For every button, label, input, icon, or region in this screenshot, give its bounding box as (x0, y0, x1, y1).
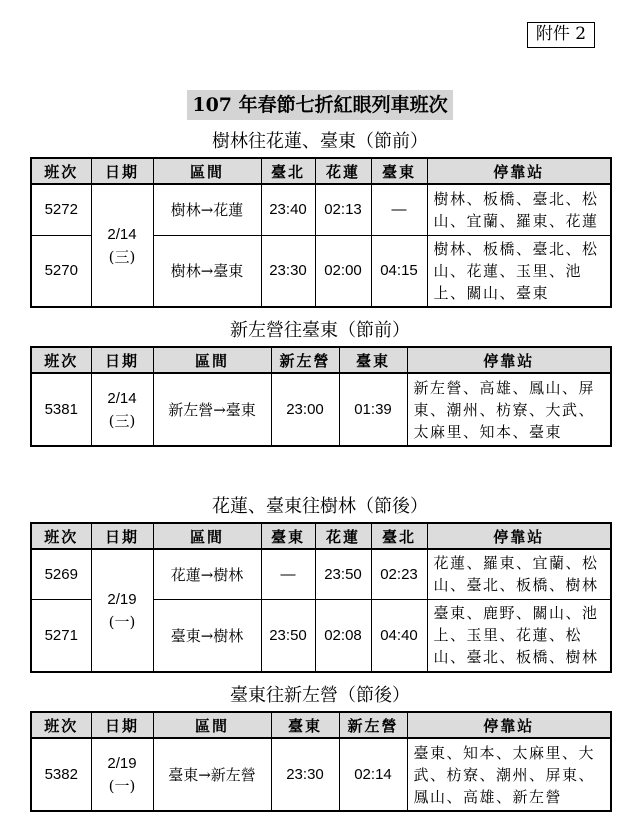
time-taipei: 23:40 (261, 184, 315, 235)
header-route: 區間 (153, 712, 271, 738)
document-title: 107 年春節七折紅眼列車班次 (187, 90, 453, 120)
route-cell: 樹林→花蓮 (153, 184, 261, 235)
section-title-east-to-shulin: 花蓮、臺東往樹林（節後） (212, 496, 428, 517)
date-value: 2/14 (107, 389, 137, 407)
route-cell: 臺東→新左營 (153, 738, 271, 811)
route-cell: 花蓮→樹林 (153, 549, 261, 599)
section-title-taitung-to-xinzuoying: 臺東往新左營（節後） (230, 685, 410, 706)
header-route: 區間 (153, 523, 261, 549)
header-hualien: 花蓮 (315, 158, 371, 184)
route-cell: 新左營→臺東 (153, 373, 271, 446)
weekday-value: (一) (108, 612, 136, 631)
date-cell (91, 373, 153, 446)
train-number: 5269 (31, 549, 91, 599)
stops-cell: 樹林、板橋、臺北、松山、宜蘭、羅東、花蓮 (427, 184, 611, 235)
header-train: 班次 (31, 523, 91, 549)
train-number: 5382 (31, 738, 91, 811)
timetable-east-to-shulin (30, 522, 612, 673)
header-stops: 停靠站 (407, 347, 611, 373)
time-hualien: 02:08 (315, 599, 371, 672)
time-xinzuoying: 02:14 (339, 738, 407, 811)
header-taitung: 臺東 (371, 158, 427, 184)
time-xinzuoying: 23:00 (271, 373, 339, 446)
header-date: 日期 (91, 347, 153, 373)
time-taipei: 04:40 (371, 599, 427, 672)
table-header-row (31, 712, 611, 738)
train-number: 5381 (31, 373, 91, 446)
stops-cell: 新左營、高雄、鳳山、屏東、潮州、枋寮、大武、太麻里、知本、臺東 (407, 373, 611, 446)
train-number: 5271 (31, 599, 91, 672)
header-train: 班次 (31, 712, 91, 738)
timetable-xinzuoying-to-taitung (30, 346, 612, 447)
time-hualien: 02:00 (315, 235, 371, 307)
table-row (31, 373, 611, 446)
table-header-row (31, 158, 611, 184)
time-taipei: 02:23 (371, 549, 427, 599)
header-date: 日期 (91, 158, 153, 184)
stops-cell: 臺東、鹿野、關山、池上、玉里、花蓮、松山、臺北、板橋、樹林 (427, 599, 611, 672)
time-taitung: 23:30 (271, 738, 339, 811)
table-row (31, 549, 611, 599)
time-hualien: 23:50 (315, 549, 371, 599)
time-taitung: — (261, 549, 315, 599)
train-number: 5270 (31, 235, 91, 307)
header-xinzuoying: 新左營 (271, 347, 339, 373)
header-stops: 停靠站 (427, 523, 611, 549)
header-taitung: 臺東 (339, 347, 407, 373)
table-header-row (31, 523, 611, 549)
weekday-value: (一) (108, 776, 136, 795)
weekday-value: (三) (108, 247, 136, 266)
section-title-xinzuoying-to-taitung: 新左營往臺東（節前） (230, 320, 410, 341)
time-taitung: 04:15 (371, 235, 427, 307)
time-taitung: 23:50 (261, 599, 315, 672)
date-value: 2/14 (107, 225, 137, 243)
weekday-value: (三) (108, 411, 136, 430)
date-cell (91, 549, 153, 672)
table-header-row (31, 347, 611, 373)
stops-cell: 樹林、板橋、臺北、松山、花蓮、玉里、池上、關山、臺東 (427, 235, 611, 307)
route-cell: 樹林→臺東 (153, 235, 261, 307)
header-date: 日期 (91, 712, 153, 738)
route-cell: 臺東→樹林 (153, 599, 261, 672)
date-cell (91, 184, 153, 307)
timetable-shulin-to-east (30, 157, 612, 308)
header-taitung: 臺東 (271, 712, 339, 738)
header-route: 區間 (153, 347, 271, 373)
time-taitung: 01:39 (339, 373, 407, 446)
header-route: 區間 (153, 158, 261, 184)
header-train: 班次 (31, 158, 91, 184)
header-stops: 停靠站 (427, 158, 611, 184)
stops-cell: 臺東、知本、太麻里、大武、枋寮、潮州、屏東、鳳山、高雄、新左營 (407, 738, 611, 811)
train-number: 5272 (31, 184, 91, 235)
time-taitung: — (371, 184, 427, 235)
date-cell (91, 738, 153, 811)
time-hualien: 02:13 (315, 184, 371, 235)
time-taipei: 23:30 (261, 235, 315, 307)
header-xinzuoying: 新左營 (339, 712, 407, 738)
header-taitung: 臺東 (261, 523, 315, 549)
header-taipei: 臺北 (261, 158, 315, 184)
header-train: 班次 (31, 347, 91, 373)
section-title-shulin-to-hualien-taitung: 樹林往花蓮、臺東（節前） (212, 131, 428, 152)
table-row (31, 184, 611, 235)
header-taipei: 臺北 (371, 523, 427, 549)
header-date: 日期 (91, 523, 153, 549)
header-hualien: 花蓮 (315, 523, 371, 549)
attachment-label: 附件 2 (527, 22, 595, 48)
header-stops: 停靠站 (407, 712, 611, 738)
date-value: 2/19 (107, 590, 137, 608)
date-value: 2/19 (107, 754, 137, 772)
table-row (31, 738, 611, 811)
stops-cell: 花蓮、羅東、宜蘭、松山、臺北、板橋、樹林 (427, 549, 611, 599)
timetable-taitung-to-xinzuoying (30, 711, 612, 812)
